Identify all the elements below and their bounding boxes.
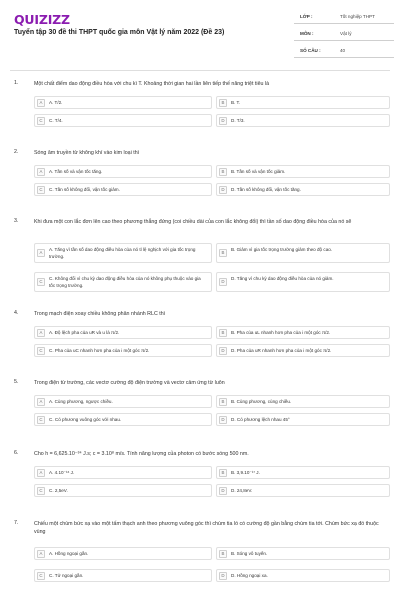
- option-a[interactable]: [34, 96, 212, 109]
- option-letter: D: [219, 117, 227, 125]
- option-text: A. Cùng phương, ngược chiều.: [49, 399, 113, 404]
- option-letter: B: [219, 550, 227, 558]
- option-text: B. Sóng vô tuyến.: [231, 551, 268, 556]
- option-a[interactable]: [34, 165, 212, 178]
- option-text: D. Pha của uR nhanh hơn pha của i một góc π/2.: [231, 348, 332, 353]
- option-letter: D: [219, 416, 227, 424]
- option-a[interactable]: [34, 243, 212, 263]
- option-letter: B: [219, 168, 227, 176]
- option-text: B. 3,9.10⁻¹⁷ J.: [231, 470, 260, 475]
- question-number: 4.: [14, 310, 19, 316]
- option-letter: D: [219, 572, 227, 580]
- option-b[interactable]: [216, 547, 390, 560]
- option-text: D. Tăng vì chu kỳ dao động điều hòa của nó giảm.: [231, 276, 334, 281]
- option-b[interactable]: [216, 243, 390, 263]
- option-a[interactable]: [34, 466, 212, 479]
- option-text: C. Tần số không đổi, vận tốc giảm.: [49, 187, 120, 192]
- question-number: 7.: [14, 520, 19, 526]
- option-letter: C: [37, 487, 45, 495]
- question-text: Một chất điểm dao động điều hòa với chu kì T. Khoảng thời gian hai lần liên tiếp thế năng triệt tiêu là: [34, 81, 270, 87]
- option-letter: A: [37, 469, 45, 477]
- option-d[interactable]: [216, 344, 390, 357]
- option-c[interactable]: [34, 272, 212, 292]
- option-letter: D: [219, 487, 227, 495]
- option-d[interactable]: [216, 183, 390, 196]
- option-text: D. Hồng ngoại xa.: [231, 573, 268, 578]
- worksheet-header: [0, 0, 400, 66]
- meta-row-class: [294, 10, 394, 24]
- option-a[interactable]: [34, 326, 212, 339]
- option-d[interactable]: [216, 272, 390, 292]
- question-text: Trong mạch điện xoay chiều không phân nhánh RLC thì: [34, 311, 166, 317]
- option-d[interactable]: [216, 114, 390, 127]
- worksheet-title: Tuyển tập 30 đề thi THPT quốc gia môn Vật lý năm 2022 (Đề 23): [14, 29, 225, 36]
- option-letter: B: [219, 398, 227, 406]
- option-text: A. Hồng ngoại gần.: [49, 551, 89, 556]
- question-number: 3.: [14, 218, 19, 224]
- option-text: B. T.: [231, 100, 241, 105]
- option-text: D. Có phương lệch nhau 45°: [231, 417, 290, 422]
- option-c[interactable]: [34, 569, 212, 582]
- worksheet-meta: [294, 10, 394, 61]
- option-text: A. Độ lệch pha của uR và u là π/2.: [49, 330, 120, 335]
- option-text: A. Tăng vì tần số dao động điều hòa của nó tỉ lệ nghịch với gia tốc trọng trường.: [49, 247, 196, 259]
- question-number: 5.: [14, 379, 19, 385]
- option-a[interactable]: [34, 395, 212, 408]
- option-b[interactable]: [216, 96, 390, 109]
- option-b[interactable]: [216, 395, 390, 408]
- meta-label: SỐ CÂU :: [300, 48, 321, 53]
- option-letter: C: [37, 117, 45, 125]
- quizizz-logo: QUIZIZZ: [14, 12, 70, 27]
- option-c[interactable]: [34, 344, 212, 357]
- option-text: C. Pha của uC nhanh hơn pha của i một góc π/2.: [49, 348, 150, 353]
- option-a[interactable]: [34, 547, 212, 560]
- option-letter: A: [37, 398, 45, 406]
- question-text: Trong điện từ trường, các vectơ cường độ điện trường và vectơ cảm ứng từ luôn: [34, 380, 225, 386]
- meta-value: Tốt nghiệp THPT: [340, 14, 375, 19]
- option-letter: C: [37, 278, 45, 286]
- option-text: B. Cùng phương, cùng chiều.: [231, 399, 292, 404]
- option-letter: D: [219, 347, 227, 355]
- question-text: Khi đưa một con lắc đơn lên cao theo phương thẳng đứng (coi chiều dài của con lắc không đổi) thì tần số dao động điều hòa của nó sẽ: [34, 219, 352, 225]
- option-c[interactable]: [34, 484, 212, 497]
- option-letter: B: [219, 249, 227, 257]
- question-number: 1.: [14, 80, 19, 86]
- option-letter: C: [37, 572, 45, 580]
- option-letter: C: [37, 186, 45, 194]
- meta-label: LỚP :: [300, 14, 313, 19]
- option-b[interactable]: [216, 165, 390, 178]
- question-number: 2.: [14, 149, 19, 155]
- meta-row-subject: [294, 27, 394, 41]
- meta-value: 40: [340, 48, 346, 53]
- option-d[interactable]: [216, 569, 390, 582]
- option-c[interactable]: [34, 413, 212, 426]
- option-letter: A: [37, 249, 45, 257]
- option-text: C. Không đổi vì chu kỳ dao động điều hòa của nó không phụ thuộc vào gia tốc trọng trường.: [49, 276, 201, 288]
- option-letter: A: [37, 329, 45, 337]
- option-text: C. 2,5eV.: [49, 488, 68, 493]
- option-text: D. Tần số không đổi, vận tốc tăng.: [231, 187, 301, 192]
- meta-value: Vật lý: [340, 31, 352, 36]
- option-text: C. Có phương vuông góc với nhau.: [49, 417, 122, 422]
- option-text: A. 4.10⁻¹⁶ J.: [49, 470, 75, 475]
- option-text: B. Tần số và vận tốc giảm.: [231, 169, 286, 174]
- option-letter: B: [219, 99, 227, 107]
- option-text: A. T/2.: [49, 100, 63, 105]
- question-number: 6.: [14, 450, 19, 456]
- option-b[interactable]: [216, 326, 390, 339]
- option-d[interactable]: [216, 484, 390, 497]
- option-text: C. Tử ngoại gần.: [49, 573, 84, 578]
- option-letter: C: [37, 416, 45, 424]
- option-text: D. T/3.: [231, 118, 245, 123]
- option-text: D. 24,8eV.: [231, 488, 253, 493]
- meta-label: MÔN :: [300, 31, 314, 36]
- option-text: B. Pha của uL nhanh hơn pha của i một góc π/2.: [231, 330, 331, 335]
- option-text: A. Tần số và vận tốc tăng.: [49, 169, 103, 174]
- question-text: Cho h = 6,625.10⁻³⁴ J.s; c = 3.10⁸ m/s. Tính năng lượng của photon có bước sóng 500 nm.: [34, 451, 249, 457]
- option-text: B. Giảm vì gia tốc trọng trường giảm theo độ cao.: [231, 247, 333, 252]
- option-letter: B: [219, 329, 227, 337]
- option-b[interactable]: [216, 466, 390, 479]
- meta-row-count: [294, 44, 394, 58]
- option-letter: D: [219, 278, 227, 286]
- option-c[interactable]: [34, 114, 212, 127]
- header-divider: [10, 70, 390, 71]
- option-letter: A: [37, 99, 45, 107]
- option-d[interactable]: [216, 413, 390, 426]
- option-letter: C: [37, 347, 45, 355]
- option-letter: D: [219, 186, 227, 194]
- question-text: Sóng âm truyền từ không khí vào kim loại thì: [34, 150, 140, 156]
- option-letter: A: [37, 550, 45, 558]
- question-text: Chiếu một chùm bức xạ vào một tấm thạch anh theo phương vuông góc thì chùm tia ló có cường độ gần bằng chùm tia tới. Chùm bức xạ đó thuộc vùng: [34, 521, 379, 535]
- option-letter: B: [219, 469, 227, 477]
- option-letter: A: [37, 168, 45, 176]
- option-text: C. T/4.: [49, 118, 63, 123]
- option-c[interactable]: [34, 183, 212, 196]
